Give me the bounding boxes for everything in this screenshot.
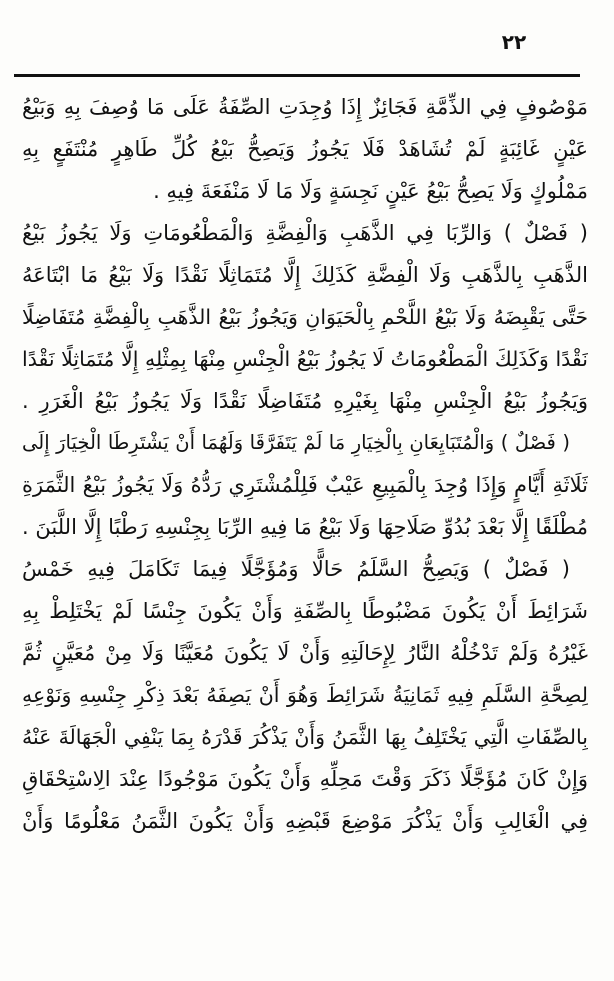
text-line: وَإِنْ كَانَ مُؤَجَّلًا ذَكَرَ وَقْتَ مَحِلِّهِ وَأَنْ يَكُونَ مَوْجُودًا عِنْدَ الِاسْتِحْقَاقِ — [22, 767, 588, 791]
text-line: لِصِحَّةِ السَّلَمِ فِيهِ ثَمَانِيَةُ شَرَائِطَ وَهُوَ أَنْ يَصِفَهُ بَعْدَ ذِكْرِ جِنْسِهِ وَنَوْعِهِ — [22, 683, 588, 707]
header-rule — [14, 74, 580, 77]
text-line: وَيَجُوزُ بَيْعُ الْجِنْسِ مِنْهَا بِغَيْرِهِ مُتَفَاضِلًا نَقْدًا وَلَا يَجُوزُ بَيْعُ الْغَرَرِ . — [22, 389, 588, 413]
text-line: فِي الْغَالِبِ وَأَنْ يَذْكُرَ مَوْضِعَ قَبْضِهِ وَأَنْ يَكُونَ الثَّمَنُ مَعْلُومًا وَأَنْ — [22, 809, 588, 833]
text-line: ( فَصْلٌ ) وَالرِّبَا فِي الذَّهَبِ وَالْفِضَّةِ وَالْمَطْعُومَاتِ وَلَا يَجُوزُ بَيْعُ — [22, 221, 588, 245]
text-line: شَرَائِطَ أَنْ يَكُونَ مَضْبُوطًا بِالصِّفَةِ وَأَنْ يَكُونَ جِنْسًا لَمْ يَخْتَلِطْ بِهِ — [22, 599, 588, 623]
text-line: الذَّهَبِ بِالذَّهَبِ وَلَا الْفِضَّةِ كَذَلِكَ إِلَّا مُتَمَاثِلًا نَقْدًا وَلَا بَيْعُ مَا ابْتَاعَهُ — [22, 263, 588, 287]
text-line: غَيْرُهُ وَلَمْ تَدْخُلْهُ النَّارُ لِإِحَالَتِهِ وَأَنْ لَا يَكُونَ مُعَيَّنًا وَلَا مِنْ مُعَيَّنٍ ثُمَّ — [22, 641, 588, 665]
text-line: حَتَّى يَقْبِضَهُ وَلَا بَيْعُ اللَّحْمِ بِالْحَيَوَانِ وَيَجُوزُ بَيْعُ الذَّهَبِ بِالْفِضَّةِ مُتَفَاضِلًا — [22, 305, 588, 329]
text-line: مَمْلُوكٍ وَلَا يَصِحُّ بَيْعُ عَيْنٍ نَجِسَةٍ وَلَا مَا لَا مَنْفَعَةَ فِيهِ . — [153, 179, 588, 203]
text-line: مَوْصُوفٍ فِي الذِّمَّةِ فَجَائِزٌ إِذَا وُجِدَتِ الصِّفَةُ عَلَى مَا وُصِفَ بِهِ وَبَيْعُ — [22, 95, 588, 119]
text-line: ثَلَاثَةِ أَيَّامٍ وَإِذَا وُجِدَ بِالْمَبِيعِ عَيْبٌ فَلِلْمُشْتَرِي رَدُّهُ وَلَا يَجُوزُ بَيْعُ الثَّمَرَةِ — [22, 473, 588, 497]
page-number: ٢٢ — [501, 30, 527, 54]
text-line: مُطْلَقًا إِلَّا بَعْدَ بُدُوِّ صَلَاحِهَا وَلَا بَيْعُ مَا فِيهِ الرِّبَا بِجِنْسِهِ رَطْبًا إِلَّا اللَّبَنَ . — [22, 515, 588, 539]
text-line: عَيْنٍ غَائِبَةٍ لَمْ تُشَاهَدْ فَلَا يَجُوزُ وَيَصِحُّ بَيْعُ كُلِّ طَاهِرٍ مُنْتَفَعٍ بِهِ — [22, 137, 588, 161]
text-line: نَقْدًا وَكَذَلِكَ الْمَطْعُومَاتُ لَا يَجُوزُ بَيْعُ الْجِنْسِ مِنْهَا بِمِثْلِهِ إِلَّا مُتَمَاثِلًا نَقْدًا — [22, 347, 588, 371]
text-line: ( فَصْلٌ ) وَيَصِحُّ السَّلَمُ حَالًّا وَمُؤَجَّلًا فِيمَا تَكَامَلَ فِيهِ خَمْسُ — [22, 557, 570, 581]
body-text — [22, 86, 588, 842]
text-line: بِالصِّفَاتِ الَّتِي يَخْتَلِفُ بِهَا الثَّمَنُ وَأَنْ يَذْكُرَ قَدْرَهُ بِمَا يَنْفِي الْجَهَالَةَ عَنْهُ — [22, 725, 588, 749]
text-line: ( فَصْلٌ ) وَالْمُتَبَايِعَانِ بِالْخِيَارِ مَا لَمْ يَتَفَرَّقَا وَلَهُمَا أَنْ يَشْتَرِطَا الْخِيَارَ إِلَى — [22, 431, 570, 454]
